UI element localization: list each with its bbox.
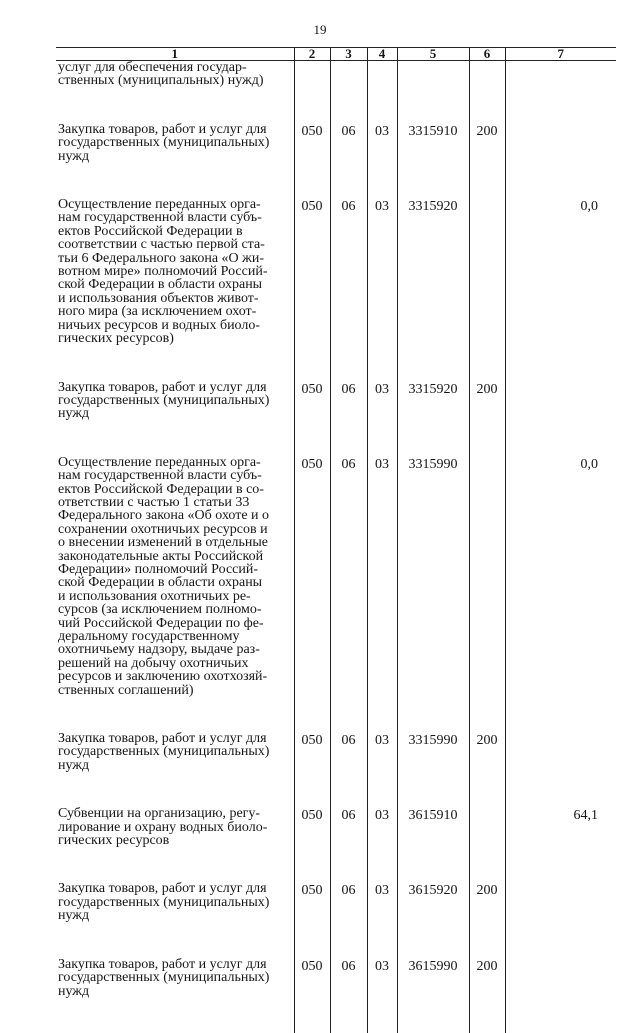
item-name-line: государственных (муниципальных) [58, 135, 270, 151]
cell-code-5: 3315910 [397, 123, 469, 163]
spacer-cell [330, 772, 367, 807]
item-name-line: вотном мире» полномочий Россий- [58, 264, 268, 280]
cell-item-name [56, 381, 294, 421]
item-name-line: ресурсов и заключению охотхозяй- [58, 669, 268, 685]
cell-amount [505, 381, 616, 421]
header-col-4: 4 [367, 48, 397, 61]
spacer-cell [397, 88, 469, 123]
item-name-line: нужд [58, 757, 90, 773]
cell-code-2: 050 [294, 456, 330, 697]
spacer-cell [397, 847, 469, 882]
spacer-cell [367, 88, 397, 123]
item-name-line: сохранении охотничьих ресурсов и [58, 521, 268, 537]
spacer-cell [397, 163, 469, 198]
spacer-cell [505, 772, 616, 807]
cell-code-3: 06 [330, 456, 367, 697]
item-name-line: ственных соглашений) [58, 682, 194, 698]
cell-code-3: 06 [330, 958, 367, 998]
spacer-cell [367, 697, 397, 732]
cell-code-5: 3315990 [397, 456, 469, 697]
row-spacer [56, 847, 616, 882]
spacer-cell [469, 847, 505, 882]
spacer-cell [56, 697, 294, 732]
cell-code-6: 200 [469, 381, 505, 421]
cell-item-name [56, 61, 294, 88]
spacer-cell [330, 847, 367, 882]
item-name-line: законодательные акты Российской [58, 548, 264, 564]
item-name-line: решений на добычу охотничьих [58, 655, 249, 671]
cell-code-2: 050 [294, 732, 330, 772]
header-col-6: 6 [469, 48, 505, 61]
cell-code-2: 050 [294, 807, 330, 847]
cell-item-name [56, 456, 294, 697]
spacer-cell [56, 346, 294, 381]
row-spacer [56, 998, 616, 1033]
item-name-line: Закупка товаров, работ и услуг для [58, 956, 267, 972]
spacer-cell [397, 421, 469, 456]
spacer-cell [294, 772, 330, 807]
spacer-cell [330, 923, 367, 958]
row-spacer [56, 163, 616, 198]
spacer-cell [56, 163, 294, 198]
item-name-line: ской Федерации в области охраны [58, 575, 263, 591]
spacer-cell [367, 772, 397, 807]
item-name-line: Федерации» полномочий Россий- [58, 561, 259, 577]
spacer-cell [469, 923, 505, 958]
item-name-line: нужд [58, 406, 90, 422]
cell-code-5: 3615990 [397, 958, 469, 998]
spacer-cell [505, 421, 616, 456]
spacer-cell [330, 998, 367, 1033]
spacer-cell [397, 923, 469, 958]
item-name-line: Закупка товаров, работ и услуг для [58, 379, 267, 395]
cell-code-5 [397, 61, 469, 88]
item-name-line: ного мира (за исключением охот- [58, 304, 257, 320]
header-col-1: 1 [56, 48, 294, 61]
cell-code-4: 03 [367, 958, 397, 998]
cell-item-name [56, 198, 294, 345]
table-row [56, 958, 616, 998]
row-spacer [56, 346, 616, 381]
spacer-cell [294, 421, 330, 456]
header-col-7: 7 [505, 48, 616, 61]
cell-code-5: 3315920 [397, 381, 469, 421]
cell-code-6: 200 [469, 958, 505, 998]
cell-code-2: 050 [294, 198, 330, 345]
spacer-cell [294, 346, 330, 381]
spacer-cell [397, 772, 469, 807]
cell-item-name [56, 882, 294, 922]
cell-code-4: 03 [367, 198, 397, 345]
row-spacer [56, 772, 616, 807]
item-name-line: лирование и охрану водных биоло- [58, 819, 268, 835]
spacer-cell [330, 346, 367, 381]
item-name-line: нужд [58, 908, 90, 924]
table-row [56, 198, 616, 345]
spacer-cell [330, 421, 367, 456]
item-name-line: услуг для обеспечения государ- [58, 60, 247, 75]
spacer-cell [469, 421, 505, 456]
cell-code-3: 06 [330, 381, 367, 421]
item-name-line: Закупка товаров, работ и услуг для [58, 881, 267, 897]
cell-code-6: 200 [469, 123, 505, 163]
cell-code-3: 06 [330, 732, 367, 772]
header-col-5: 5 [397, 48, 469, 61]
spacer-cell [56, 772, 294, 807]
cell-code-3: 06 [330, 198, 367, 345]
item-name-line: и использования объектов живот- [58, 290, 259, 306]
header-col-2: 2 [294, 48, 330, 61]
header-row [56, 48, 616, 61]
cell-code-3: 06 [330, 807, 367, 847]
cell-item-name [56, 958, 294, 998]
cell-code-5: 3615920 [397, 882, 469, 922]
cell-code-2: 050 [294, 381, 330, 421]
cell-code-2: 050 [294, 958, 330, 998]
cell-item-name [56, 732, 294, 772]
item-name-line: Федерального закона «Об охоте и о [58, 508, 270, 524]
cell-code-6 [469, 198, 505, 345]
item-name-line: государственных (муниципальных) [58, 970, 270, 986]
cell-code-6: 200 [469, 882, 505, 922]
spacer-cell [469, 998, 505, 1033]
table-row [56, 807, 616, 847]
header-col-3: 3 [330, 48, 367, 61]
table-row [56, 732, 616, 772]
spacer-cell [505, 998, 616, 1033]
table-row [56, 381, 616, 421]
item-name-line: соответствии с частью первой ста- [58, 237, 265, 253]
item-name-line: государственных (муниципальных) [58, 894, 270, 910]
cell-code-6 [469, 61, 505, 88]
spacer-cell [330, 697, 367, 732]
spacer-cell [294, 88, 330, 123]
spacer-cell [330, 163, 367, 198]
spacer-cell [505, 346, 616, 381]
item-name-line: сурсов (за исключением полномо- [58, 602, 262, 618]
table-row [56, 882, 616, 922]
item-name-line: ничьих ресурсов и водных биоло- [58, 317, 261, 333]
cell-code-3: 06 [330, 882, 367, 922]
budget-table [56, 47, 616, 1033]
item-name-line: государственных (муниципальных) [58, 744, 270, 760]
spacer-cell [505, 923, 616, 958]
spacer-cell [294, 847, 330, 882]
item-name-line: нужд [58, 983, 90, 999]
cell-code-4 [367, 61, 397, 88]
cell-code-5: 3615910 [397, 807, 469, 847]
spacer-cell [294, 998, 330, 1033]
spacer-cell [56, 847, 294, 882]
spacer-cell [367, 923, 397, 958]
cell-code-6: 200 [469, 732, 505, 772]
cell-amount [505, 732, 616, 772]
item-name-line: ской Федерации в области охраны [58, 277, 263, 293]
cell-amount [505, 61, 616, 88]
spacer-cell [505, 163, 616, 198]
item-name-line: нам государственной власти субъ- [58, 210, 262, 226]
spacer-cell [367, 998, 397, 1033]
table-row [56, 61, 616, 88]
spacer-cell [294, 923, 330, 958]
item-name-line: Осуществление переданных орга- [58, 454, 261, 470]
item-name-line: государственных (муниципальных) [58, 392, 270, 408]
cell-item-name [56, 123, 294, 163]
page-number: 19 [313, 22, 327, 37]
item-name-line: Закупка товаров, работ и услуг для [58, 121, 267, 137]
cell-amount [505, 882, 616, 922]
cell-code-2: 050 [294, 123, 330, 163]
spacer-cell [469, 163, 505, 198]
spacer-cell [469, 346, 505, 381]
cell-code-3: 06 [330, 123, 367, 163]
item-name-line: ектов Российской Федерации в [58, 223, 243, 239]
item-name-line: о внесении изменений в отдельные [58, 535, 268, 551]
item-name-line: Субвенции на организацию, регу- [58, 806, 261, 822]
cell-amount [505, 958, 616, 998]
cell-code-4: 03 [367, 456, 397, 697]
item-name-line: ектов Российской Федерации в со- [58, 481, 264, 497]
spacer-cell [469, 772, 505, 807]
spacer-cell [294, 163, 330, 198]
cell-amount: 0,0 [505, 456, 616, 697]
row-spacer [56, 421, 616, 456]
table-row [56, 123, 616, 163]
item-name-line: тьи 6 Федерального закона «О жи- [58, 250, 264, 266]
cell-amount: 0,0 [505, 198, 616, 345]
cell-amount: 64,1 [505, 807, 616, 847]
spacer-cell [56, 421, 294, 456]
spacer-cell [397, 998, 469, 1033]
spacer-cell [397, 346, 469, 381]
spacer-cell [367, 346, 397, 381]
cell-code-4: 03 [367, 882, 397, 922]
row-spacer [56, 923, 616, 958]
row-spacer [56, 697, 616, 732]
cell-code-4: 03 [367, 123, 397, 163]
cell-item-name [56, 807, 294, 847]
item-name-line: и использования охотничьих ре- [58, 588, 251, 604]
item-name-line: ственных (муниципальных) нужд) [58, 73, 264, 89]
cell-code-6 [469, 807, 505, 847]
spacer-cell [505, 88, 616, 123]
spacer-cell [469, 697, 505, 732]
spacer-cell [294, 697, 330, 732]
cell-code-5: 3315990 [397, 732, 469, 772]
item-name-line: нужд [58, 148, 90, 164]
item-name-line: Осуществление переданных орга- [58, 197, 261, 213]
spacer-cell [505, 697, 616, 732]
cell-code-3 [330, 61, 367, 88]
row-spacer [56, 88, 616, 123]
spacer-cell [469, 88, 505, 123]
spacer-cell [56, 88, 294, 123]
item-name-line: нам государственной власти субъ- [58, 468, 262, 484]
item-name-line: гических ресурсов [58, 833, 170, 849]
spacer-cell [367, 163, 397, 198]
spacer-cell [56, 923, 294, 958]
item-name-line: Закупка товаров, работ и услуг для [58, 731, 267, 747]
cell-code-5: 3315920 [397, 198, 469, 345]
item-name-line: охотничьему надзору, выдаче раз- [58, 642, 260, 658]
spacer-cell [367, 847, 397, 882]
spacer-cell [505, 847, 616, 882]
spacer-cell [330, 88, 367, 123]
cell-code-6 [469, 456, 505, 697]
cell-code-4: 03 [367, 807, 397, 847]
table-row [56, 456, 616, 697]
cell-code-4: 03 [367, 381, 397, 421]
spacer-cell [367, 421, 397, 456]
item-name-line: чий Российской Федерации по фе- [58, 615, 264, 631]
cell-amount [505, 123, 616, 163]
spacer-cell [397, 697, 469, 732]
cell-code-2: 050 [294, 882, 330, 922]
cell-code-2 [294, 61, 330, 88]
item-name-line: ответствии с частью 1 статьи 33 [58, 494, 250, 510]
cell-code-4: 03 [367, 732, 397, 772]
spacer-cell [56, 998, 294, 1033]
item-name-line: гических ресурсов) [58, 331, 174, 347]
item-name-line: деральному государственному [58, 629, 240, 644]
